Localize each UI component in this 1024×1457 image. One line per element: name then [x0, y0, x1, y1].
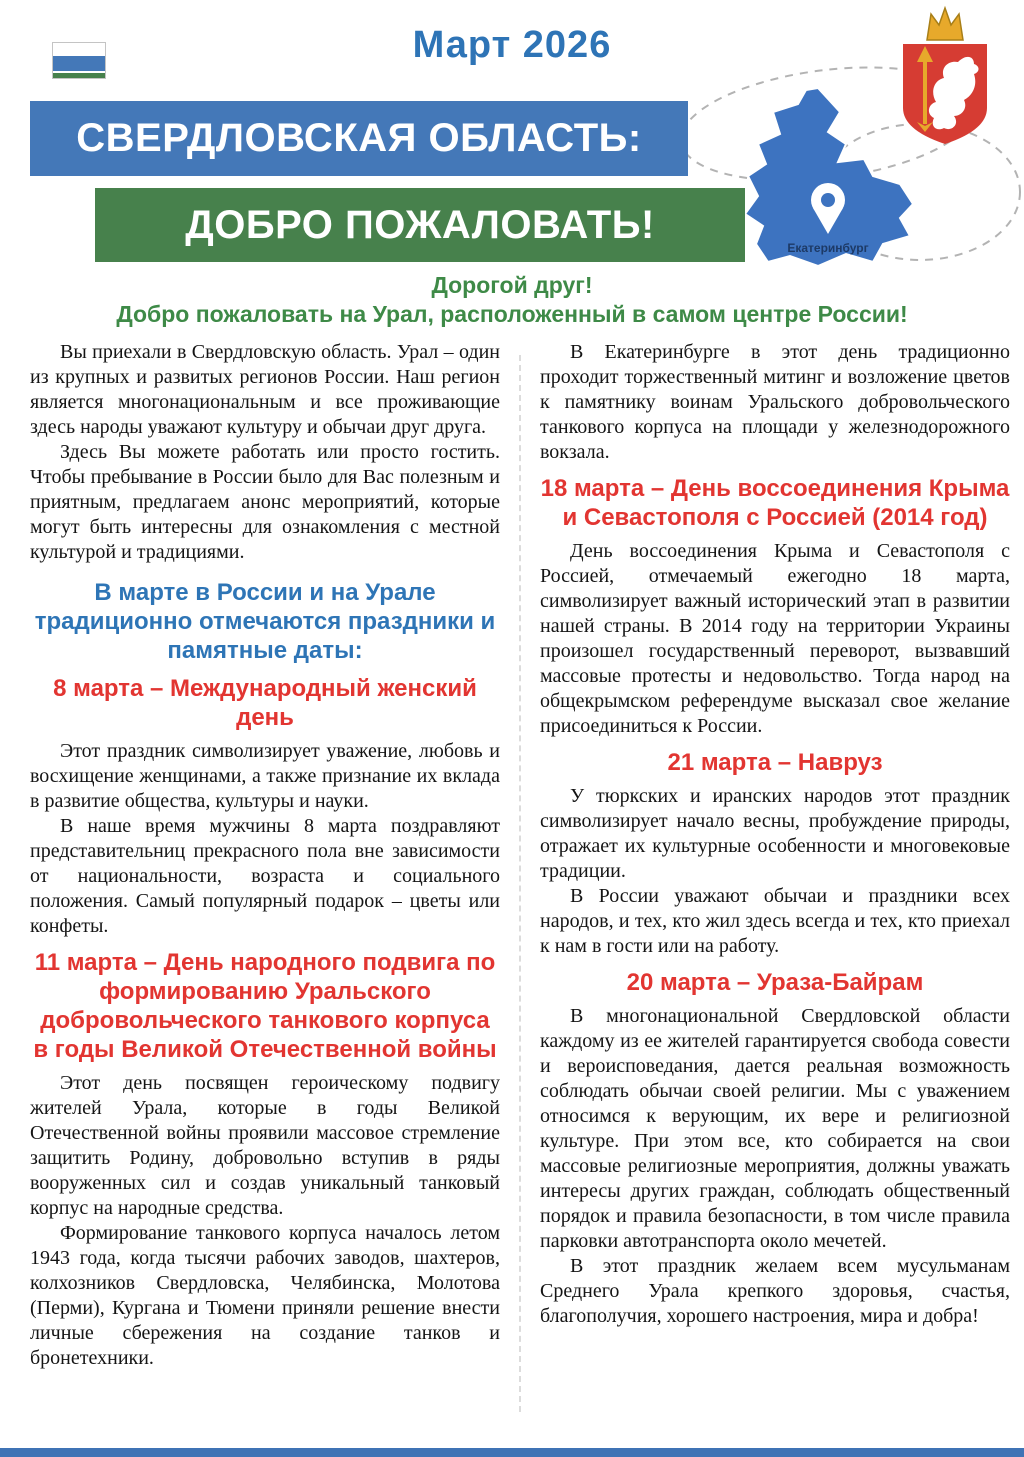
- body-paragraph: В многонациональной Свердловской области каждому из ее жителей гарантируется свобода совести и вероисповедания, дается реальная возможность соблюдать обычаи своей религии. Мы с уважением относимся к верующим, их вере и религиозной культуре. При этом все, кто собирается на свои массовые религиозные мероприятия, должны уважать интересы других граждан, соблюдать общественный порядок и правила безопасности, в том числе правила парковки автотранспорта около мечетей.: [540, 1005, 1010, 1252]
- body-paragraph: У тюркских и иранских народов этот праздник символизирует начало весны, пробуждение природы, отражает их культурные особенности и многовековые традиции.: [540, 785, 1010, 882]
- section-heading-blue: В марте в России и на Урале традиционно отмечаются праздники и памятные даты:: [34, 579, 496, 664]
- body-paragraph: Формирование танкового корпуса началось летом 1943 года, когда тысячи рабочих заводов, шахтеров, колхозников Свердловска, Челябинска, Молотова (Перми), Кургана и Тюмени приняли решение внести личные сбережения на создание танков и бронетехники.: [30, 1222, 500, 1369]
- article-body: [30, 340, 1010, 1371]
- right-column: [540, 340, 1010, 1371]
- section-heading-red: 20 марта – Ураза-Байрам: [626, 969, 924, 996]
- body-paragraph: Вы приехали в Свердловскую область. Урал – один из крупных и развитых регионов России. Наш регион является многонациональным и все проживающие здесь народы уважают культуру и обычаи друг друга.: [30, 341, 500, 438]
- body-paragraph: Этот праздник символизирует уважение, любовь и восхищение женщинами, а также признание их вклада в развитие общества, культуры и науки.: [30, 740, 500, 812]
- body-paragraph: Здесь Вы можете работать или просто гостить. Чтобы пребывание в России было для Вас полезным и приятным, предлагаем анонс мероприятий, которые могут быть интересны для ознакомления с местной культурой и традициями.: [30, 441, 500, 563]
- region-name-banner: СВЕРДЛОВСКАЯ ОБЛАСТЬ:: [30, 101, 688, 176]
- intro-heading-line2: Добро пожаловать на Урал, расположенный в самом центре России!: [116, 301, 908, 327]
- flag-stripe-green: [53, 73, 105, 78]
- map-city-label: Екатеринбург: [787, 241, 869, 255]
- left-column: [30, 340, 500, 1371]
- body-paragraph: День воссоединения Крыма и Севастополя с Россией, отмечаемый ежегодно 18 марта, символизирует важный исторический этап в развитии нашей страны. В 2014 году на территории Украины произошел государственный переворот, вызвавший массовые протесты и недовольство. Тогда народ на общекрымском референдуме высказал свое желание присоединиться к России.: [540, 540, 1010, 737]
- intro-heading: [0, 271, 1024, 329]
- intro-heading-line1: Дорогой друг!: [431, 272, 593, 298]
- body-paragraph: В Екатеринбурге в этот день традиционно проходит торжественный митинг и возложение цветов к памятнику воинам Уральского добровольческого танкового корпуса на площади у железнодорожного вокзала.: [540, 341, 1010, 463]
- issue-title: Март 2026: [412, 24, 612, 66]
- body-paragraph: В наше время мужчины 8 марта поздравляют представительниц прекрасного пола вне зависимости от национальности, возраста и социального положения. Самый популярный подарок – цветы или конфеты.: [30, 815, 500, 937]
- section-heading-red: 18 марта – День воссоединения Крыма и Севастополя с Россией (2014 год): [540, 475, 1010, 531]
- body-paragraph: В России уважают обычаи и праздники всех народов, и тех, кто жил здесь всегда и тех, кто приехал к нам в гости или на работу.: [540, 885, 1010, 957]
- section-heading-red: 11 марта – День народного подвига по формированию Уральского добровольческого танкового корпуса в годы Великой Отечественной войны: [33, 949, 497, 1063]
- footer-bar: [0, 1448, 1024, 1457]
- section-heading-red: 8 марта – Международный женский день: [53, 675, 477, 731]
- body-paragraph: В этот праздник желаем всем мусульманам Среднего Урала крепкого здоровья, счастья, благополучия, хорошего настроения, мира и добра!: [540, 1255, 1010, 1327]
- section-heading-red: 21 марта – Навруз: [667, 749, 883, 776]
- welcome-banner: ДОБРО ПОЖАЛОВАТЬ!: [95, 188, 745, 262]
- body-paragraph: Этот день посвящен героическому подвигу жителей Урала, которые в годы Великой Отечественной войны проявили массовое стремление защитить Родину, добровольно вступив в ряды вооруженных сил и создав уникальный танковый корпус на народные средства.: [30, 1072, 500, 1219]
- sverdlovsk-region-map: [745, 88, 913, 266]
